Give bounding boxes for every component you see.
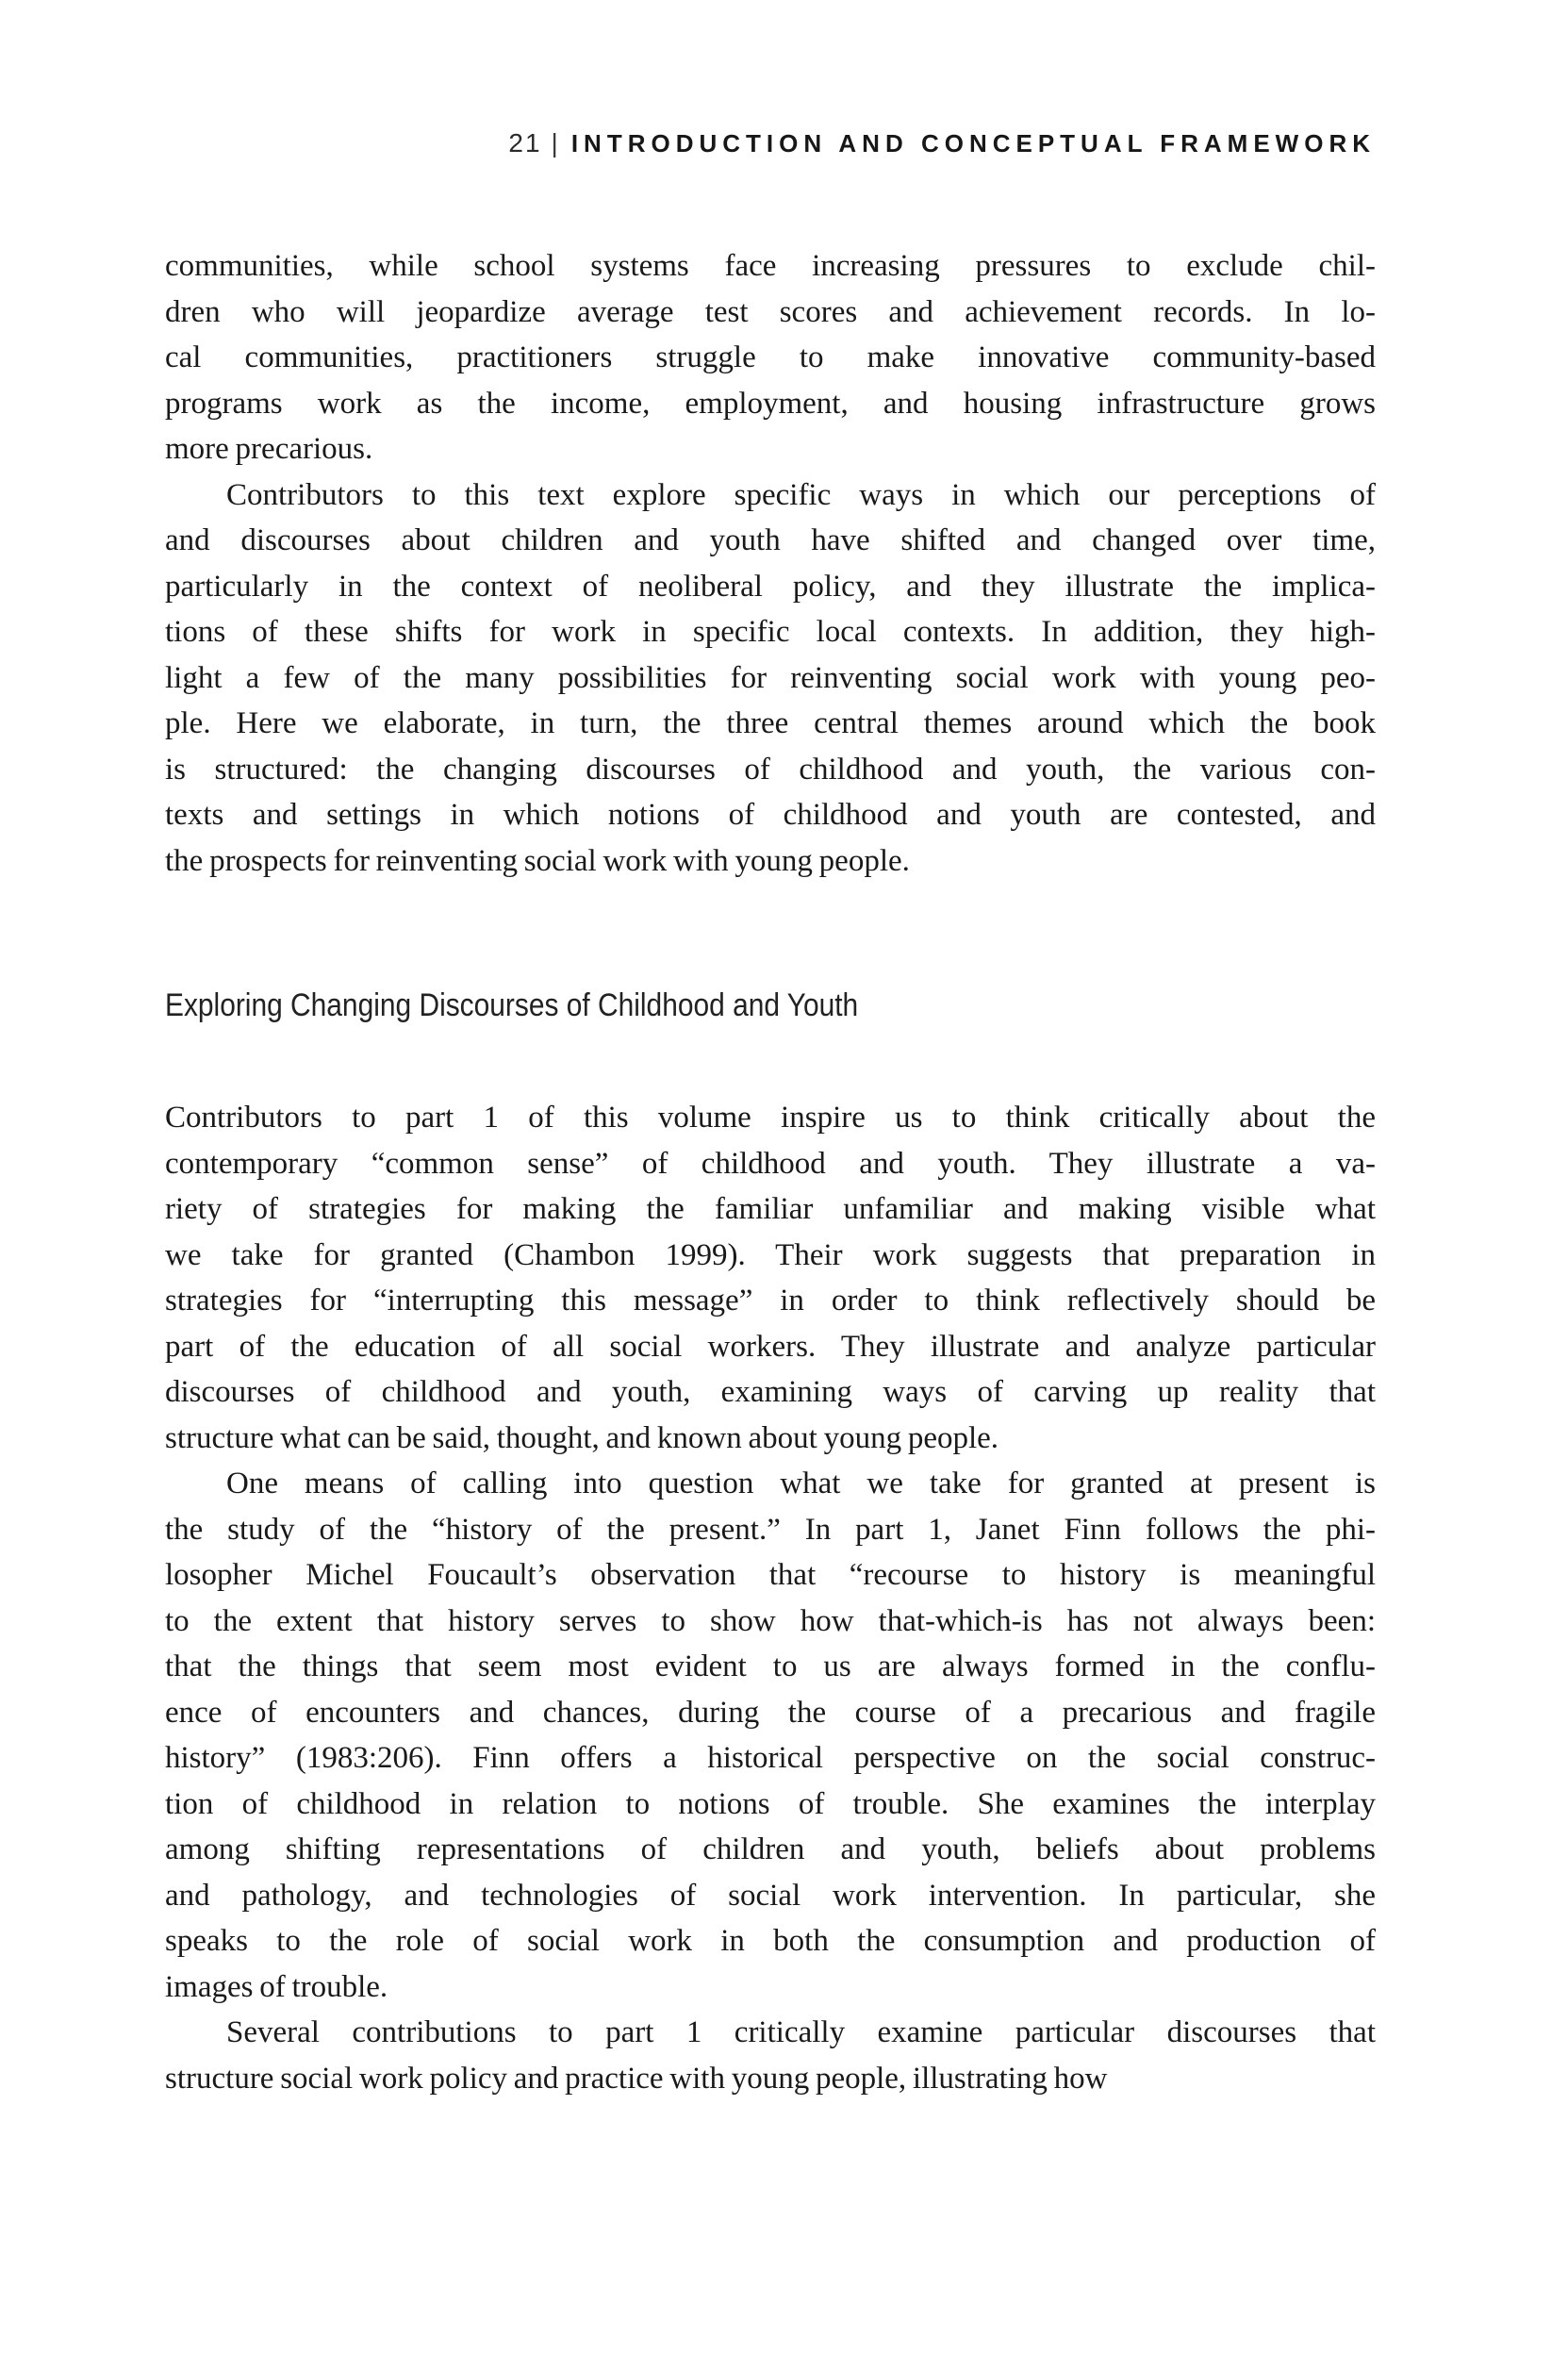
text-line: cal communities, practitioners struggle to make innovative community-based [165,340,1376,374]
text-line: discourses of childhood and youth, examining ways of carving up reality that [165,1375,1376,1409]
text-line: communities, while school systems face increasing pressures to exclude chil- [165,249,1376,283]
body-text [165,243,1376,2101]
text-line: One means of calling into question what we take for granted at present is [226,1467,1376,1500]
running-head-title: INTRODUCTION AND CONCEPTUAL FRAMEWORK [570,129,1376,157]
text-line: among shifting representations of children and youth, beliefs about problems [165,1832,1376,1866]
text-line: texts and settings in which notions of childhood and youth are contested, and [165,798,1376,832]
page-number: 21 [508,128,542,157]
text-line: and discourses about children and youth have shifted and changed over time, [165,523,1376,557]
text-line: tion of childhood in relation to notions of trouble. She examines the interplay [165,1786,1376,1821]
text-line: structure social work policy and practice with young people, illustrating how [165,2061,1108,2096]
text-line: to the extent that history serves to show how that-which-is has not always been: [165,1603,1376,1638]
text-line: strategies for “interrupting this message” in order to think reflectively should be [165,1284,1376,1318]
text-line: ple. Here we elaborate, in turn, the three central themes around which the book [165,706,1376,740]
text-line: structure what can be said, thought, and known about young people. [165,1420,999,1455]
text-line: ence of encounters and chances, during the course of a precarious and fragile [165,1695,1376,1730]
paragraph [165,472,1376,885]
text-line: riety of strategies for making the familiar unfamiliar and making visible what [165,1192,1376,1226]
text-line: images of trouble. [165,1969,388,2004]
text-line: Contributors to part 1 of this volume inspire us to think critically about the [165,1101,1376,1135]
text-line: tions of these shifts for work in specific local contexts. In addition, they high- [165,615,1376,649]
text-line: more precarious. [165,432,373,466]
text-line: that the things that seem most evident to us are always formed in the conflu- [165,1649,1376,1683]
text-line: speaks to the role of social work in both the consumption and production of [165,1924,1376,1958]
running-head-separator: | [551,128,558,157]
text-line: the study of the “history of the present.” In part 1, Janet Finn follows the phi- [165,1512,1376,1547]
text-line: we take for granted (Chambon 1999). Their work suggests that preparation in [165,1237,1376,1272]
text-line: and pathology, and technologies of social work intervention. In particular, she [165,1878,1376,1913]
text-line: is structured: the changing discourses of childhood and youth, the various con- [165,752,1376,787]
text-line: programs work as the income, employment, and housing infrastructure grows [165,386,1376,421]
text-line: the prospects for reinventing social work with young people. [165,843,910,878]
paragraph [165,1461,1376,2010]
text-line: contemporary “common sense” of childhood and youth. They illustrate a va- [165,1146,1376,1181]
text-line: losopher Michel Foucault’s observation that “recourse to history is meaningful [165,1558,1376,1592]
text-line: dren who will jeopardize average test scores and achievement records. In lo- [165,294,1376,329]
text-line: particularly in the context of neoliberal policy, and they illustrate the implica- [165,569,1376,604]
running-head [165,128,1376,158]
paragraph [165,243,1376,472]
text-line: history” (1983:206). Finn offers a historical perspective on the social construc- [165,1741,1376,1775]
text-line: Contributors to this text explore specific ways in which our perceptions of [226,477,1376,512]
section-heading: Exploring Changing Discourses of Childhood and Youth [165,987,859,1023]
text-line: Several contributions to part 1 critically examine particular discourses that [226,2015,1376,2049]
paragraph [165,1095,1376,1461]
text-line: light a few of the many possibilities for reinventing social work with young peo- [165,660,1376,695]
text-line: part of the education of all social workers. They illustrate and analyze particular [165,1329,1376,1364]
paragraph [165,2010,1376,2101]
